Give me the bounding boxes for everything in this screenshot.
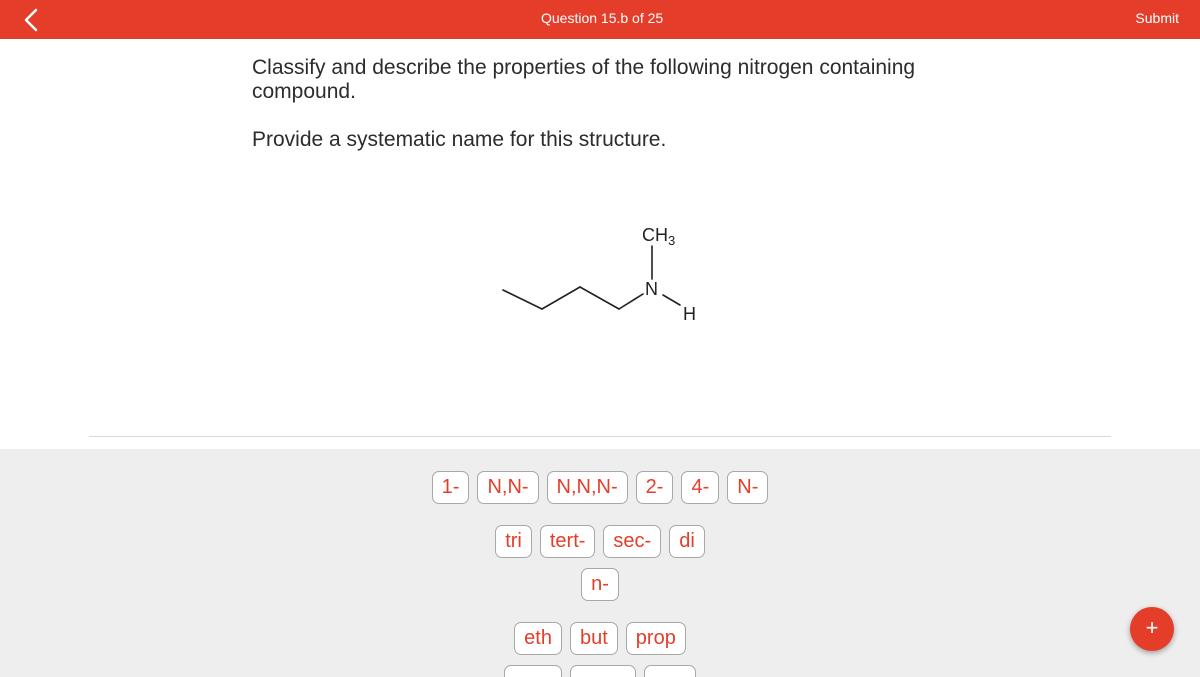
- tile-nn-locant[interactable]: N,N-: [477, 471, 538, 504]
- tile-n-prefix[interactable]: n-: [581, 568, 619, 601]
- word-bank-row-5: [0, 665, 1200, 677]
- methyl-label: $CH_3$: [642, 225, 676, 248]
- hydrogen-label: H: [683, 304, 696, 324]
- tile-tert[interactable]: tert-: [540, 525, 596, 558]
- question-prompt: Provide a systematic name for this structure.: [252, 128, 667, 151]
- bond-c4-c3: [503, 290, 542, 309]
- submit-button[interactable]: Submit: [1135, 10, 1179, 26]
- top-bar: [0, 0, 1200, 39]
- tile-partial-3[interactable]: [644, 665, 696, 677]
- word-bank: [0, 449, 1200, 677]
- tile-prop[interactable]: prop: [626, 622, 686, 655]
- tile-eth[interactable]: eth: [514, 622, 562, 655]
- tile-tri[interactable]: tri: [495, 525, 532, 558]
- tile-di[interactable]: di: [669, 525, 705, 558]
- tile-1-locant[interactable]: 1-: [432, 471, 470, 504]
- word-bank-row-1: [0, 471, 1200, 504]
- tile-nnn-locant[interactable]: N,N,N-: [547, 471, 628, 504]
- tile-partial-1[interactable]: [504, 665, 562, 677]
- chevron-left-icon[interactable]: [18, 5, 48, 35]
- tile-partial-2[interactable]: [570, 665, 636, 677]
- bond-c1-n: [619, 294, 643, 309]
- word-bank-row-3: [0, 568, 1200, 601]
- divider: [89, 436, 1111, 437]
- tile-2-locant[interactable]: 2-: [636, 471, 674, 504]
- bond-c2-c1: [580, 287, 619, 309]
- word-bank-row-2: [0, 525, 1200, 558]
- tile-4-locant[interactable]: 4-: [681, 471, 719, 504]
- tile-but[interactable]: but: [570, 622, 618, 655]
- question-text: Classify and describe the properties of the following nitrogen containing compound.: [252, 56, 916, 103]
- question-counter: Question 15.b of 25: [541, 10, 664, 26]
- bond-c3-c2: [542, 287, 580, 309]
- tile-sec[interactable]: sec-: [603, 525, 661, 558]
- bond-n-h: [663, 295, 680, 305]
- word-bank-row-4: [0, 622, 1200, 655]
- chemical-structure: [490, 215, 720, 325]
- tile-n-locant[interactable]: N-: [727, 471, 768, 504]
- nitrogen-label: N: [645, 279, 658, 299]
- add-button[interactable]: +: [1130, 607, 1174, 651]
